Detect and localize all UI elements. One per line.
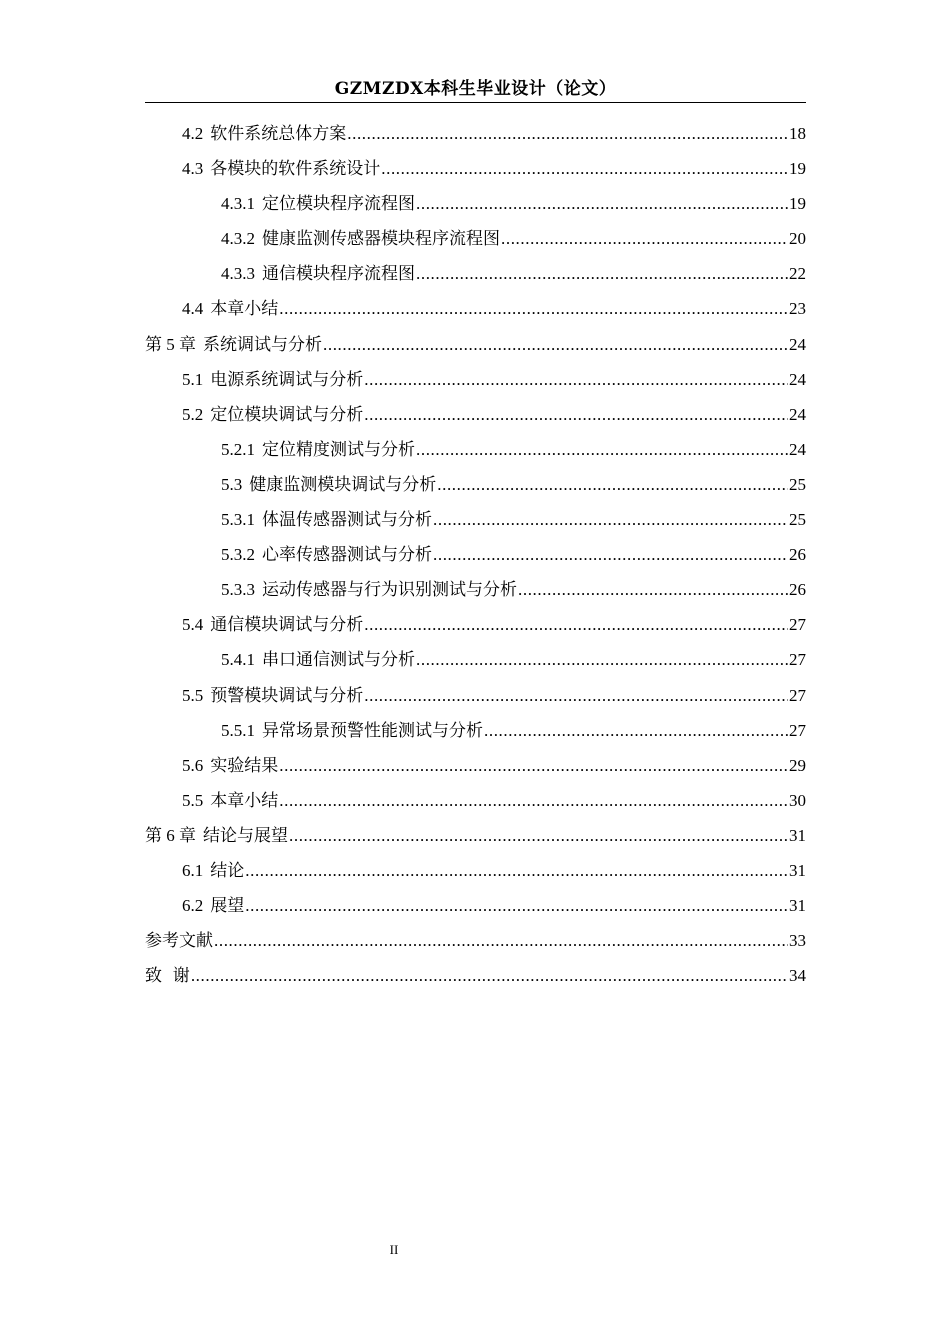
toc-entry-title: 通信模块程序流程图 — [262, 264, 415, 285]
toc-entry-number: 5.3.3 — [221, 580, 255, 600]
toc-entry-title: 异常场景预警性能测试与分析 — [262, 720, 483, 741]
toc-entry[interactable] — [145, 958, 806, 993]
toc-entry-page: 29 — [789, 755, 806, 775]
toc-entry-title: 本章小结 — [210, 299, 279, 320]
table-of-contents — [145, 116, 806, 993]
toc-entry-title: 结论 — [210, 860, 245, 881]
toc-entry-page: 31 — [789, 896, 806, 916]
toc-entry-number: 6.2 — [182, 896, 204, 916]
toc-entry-page: 24 — [789, 334, 806, 354]
toc-entry-number: 5.5.1 — [221, 720, 255, 740]
toc-entry[interactable] — [145, 256, 806, 291]
toc-entry[interactable] — [145, 783, 806, 818]
toc-entry-number: 5.5 — [182, 685, 204, 705]
toc-entry-title: 预警模块调试与分析 — [210, 685, 364, 706]
toc-entry[interactable] — [145, 291, 806, 326]
toc-entry-page: 31 — [789, 860, 806, 880]
toc-entry-page: 31 — [789, 825, 806, 845]
toc-entry[interactable] — [145, 116, 806, 151]
toc-entry-number: 4.3 — [182, 159, 204, 179]
toc-dot-leader — [279, 783, 788, 818]
toc-dot-leader — [323, 327, 788, 362]
toc-entry-page: 30 — [789, 790, 806, 810]
toc-entry[interactable] — [145, 432, 806, 467]
toc-entry-number: 5.1 — [182, 369, 204, 389]
toc-entry-page: 25 — [789, 510, 806, 530]
toc-entry[interactable] — [145, 818, 806, 853]
toc-entry-page: 24 — [789, 439, 806, 459]
toc-entry-title: 体温传感器测试与分析 — [262, 510, 432, 531]
toc-entry-number: 5.4 — [182, 615, 204, 635]
toc-dot-leader — [518, 572, 788, 607]
toc-entry-page: 20 — [789, 229, 806, 249]
toc-entry-number: 5.5 — [182, 790, 204, 810]
toc-entry-page: 26 — [789, 545, 806, 565]
toc-entry-title: 运动传感器与行为识别测试与分析 — [262, 580, 517, 601]
toc-dot-leader — [214, 923, 788, 958]
toc-entry-number: 5.4.1 — [221, 650, 255, 670]
toc-entry[interactable] — [145, 151, 806, 186]
toc-dot-leader — [245, 853, 788, 888]
toc-entry-title: 定位模块调试与分析 — [210, 404, 364, 425]
toc-entry-title: 本章小结 — [210, 790, 279, 811]
toc-entry-number: 第 6 章 — [145, 825, 196, 845]
toc-entry-title: 健康监测模块调试与分析 — [249, 474, 437, 495]
toc-entry-page: 22 — [789, 264, 806, 284]
toc-entry-number: 5.3.1 — [221, 510, 255, 530]
toc-entry-page: 24 — [789, 404, 806, 424]
toc-dot-leader — [347, 116, 788, 151]
toc-entry-title: 结论与展望 — [203, 825, 288, 846]
toc-dot-leader — [364, 607, 788, 642]
toc-dot-leader — [279, 748, 788, 783]
toc-entry-title: 电源系统调试与分析 — [210, 369, 364, 390]
toc-entry[interactable] — [145, 397, 806, 432]
toc-entry-number: 4.3.3 — [221, 264, 255, 284]
toc-entry-number: 4.2 — [182, 124, 204, 143]
toc-entry-number: 第 5 章 — [145, 334, 196, 354]
toc-entry-number: 4.3.1 — [221, 194, 255, 214]
toc-entry-page: 19 — [789, 159, 806, 179]
toc-dot-leader — [289, 818, 788, 853]
toc-dot-leader — [416, 186, 788, 221]
toc-entry-title: 系统调试与分析 — [203, 334, 322, 355]
toc-dot-leader — [381, 151, 788, 186]
toc-entry-number: 4.3.2 — [221, 229, 255, 249]
toc-entry[interactable] — [145, 572, 806, 607]
toc-dot-leader — [433, 537, 788, 572]
toc-dot-leader — [364, 397, 788, 432]
toc-dot-leader — [484, 713, 788, 748]
toc-dot-leader — [279, 291, 788, 326]
toc-entry-title: 展望 — [210, 896, 245, 917]
page-number: II — [389, 1242, 399, 1257]
toc-dot-leader — [191, 958, 788, 993]
toc-entry-number: 5.2.1 — [221, 439, 255, 459]
toc-dot-leader — [364, 678, 788, 713]
toc-entry[interactable] — [145, 221, 806, 256]
toc-entry[interactable] — [145, 748, 806, 783]
toc-dot-leader — [245, 888, 788, 923]
toc-entry-page: 33 — [789, 931, 806, 951]
toc-entry-title: 健康监测传感器模块程序流程图 — [262, 229, 500, 250]
toc-entry-title: 致 谢 — [145, 966, 190, 987]
toc-entry[interactable] — [145, 713, 806, 748]
toc-entry[interactable] — [145, 642, 806, 677]
toc-entry[interactable] — [145, 467, 806, 502]
header-rule — [145, 102, 806, 103]
toc-entry[interactable] — [145, 678, 806, 713]
toc-entry-title: 心率传感器测试与分析 — [262, 545, 432, 566]
toc-entry-number: 5.6 — [182, 755, 204, 775]
toc-entry-page: 18 — [789, 124, 806, 143]
toc-entry-page: 26 — [789, 580, 806, 600]
toc-entry[interactable] — [145, 923, 806, 958]
toc-entry-page: 27 — [789, 685, 806, 705]
toc-entry[interactable] — [145, 537, 806, 572]
toc-entry-number: 6.1 — [182, 860, 204, 880]
toc-entry[interactable] — [145, 327, 806, 362]
toc-dot-leader — [416, 432, 788, 467]
toc-entry-title: 定位模块程序流程图 — [262, 194, 415, 215]
toc-entry-title: 定位精度测试与分析 — [262, 439, 415, 460]
toc-dot-leader — [364, 362, 788, 397]
toc-entry-title: 参考文献 — [145, 931, 213, 952]
toc-dot-leader — [501, 221, 788, 256]
toc-entry[interactable] — [145, 362, 806, 397]
toc-entry-number: 5.3.2 — [221, 545, 255, 565]
toc-entry-title: 串口通信测试与分析 — [262, 650, 415, 671]
toc-entry-number: 5.3 — [221, 474, 243, 494]
toc-entry-page: 19 — [789, 194, 806, 214]
toc-dot-leader — [433, 502, 788, 537]
toc-entry[interactable] — [145, 186, 806, 221]
page-header-title: GZMZDX本科生毕业设计（论文） — [334, 79, 617, 99]
toc-entry-page: 27 — [789, 615, 806, 635]
toc-entry[interactable] — [145, 607, 806, 642]
toc-entry-page: 24 — [789, 369, 806, 389]
toc-entry-title: 软件系统总体方案 — [210, 124, 347, 144]
toc-entry-page: 27 — [789, 650, 806, 670]
toc-entry[interactable] — [145, 853, 806, 888]
toc-entry-number: 5.2 — [182, 404, 204, 424]
toc-entry-title: 通信模块调试与分析 — [210, 615, 364, 636]
toc-entry-page: 23 — [789, 299, 806, 319]
toc-dot-leader — [416, 256, 788, 291]
toc-entry[interactable] — [145, 888, 806, 923]
toc-dot-leader — [416, 642, 788, 677]
toc-entry-page: 27 — [789, 720, 806, 740]
toc-entry[interactable] — [145, 502, 806, 537]
toc-dot-leader — [437, 467, 788, 502]
toc-entry-page: 34 — [789, 966, 806, 986]
toc-entry-page: 25 — [789, 474, 806, 494]
toc-entry-title: 各模块的软件系统设计 — [210, 159, 381, 180]
toc-entry-title: 实验结果 — [210, 755, 279, 776]
toc-entry-number: 4.4 — [182, 299, 204, 319]
